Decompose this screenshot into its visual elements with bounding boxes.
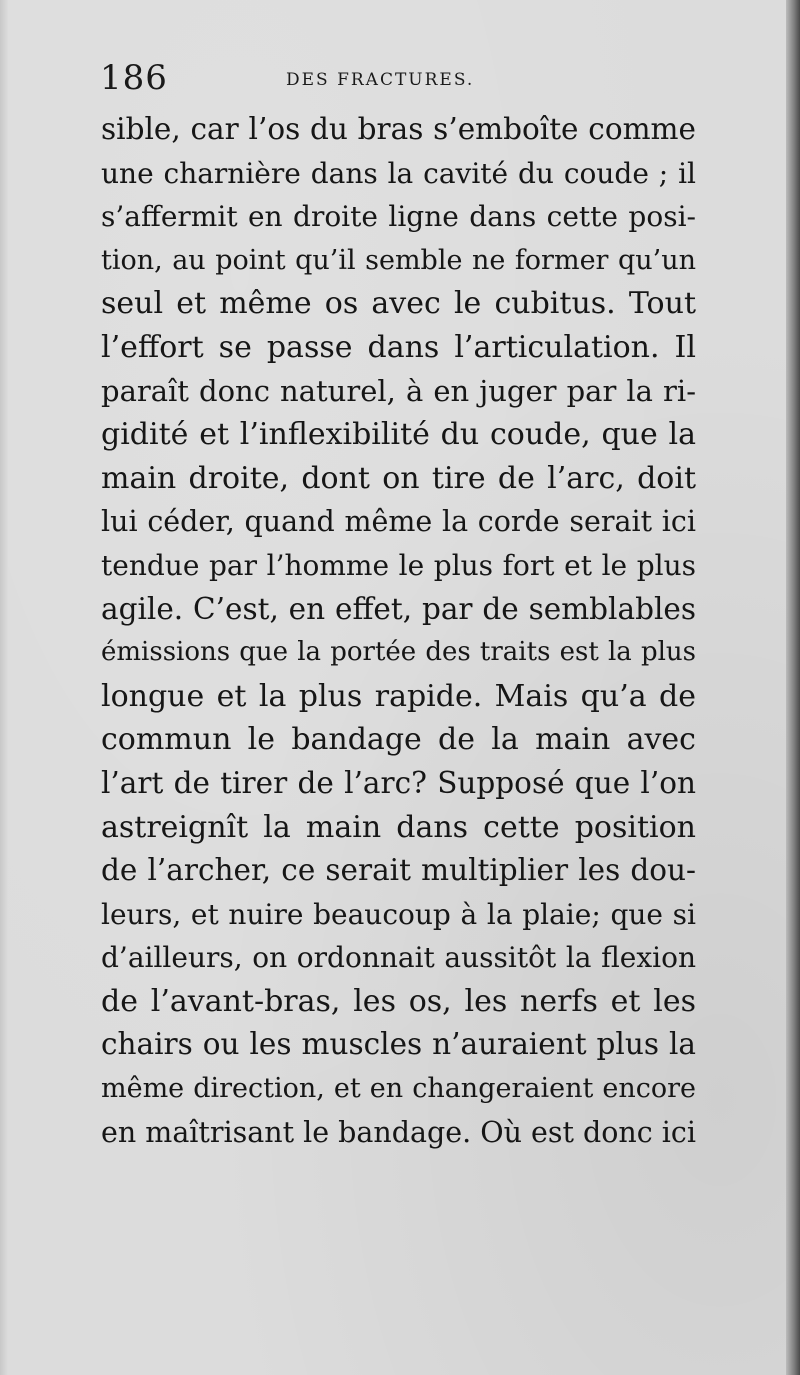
text-line: sible, car l’os du bras s’emboîte comme [101, 112, 696, 146]
text-line: leurs, et nuire beaucoup à la plaie; que si [101, 897, 696, 931]
text-line: paraît donc naturel, à en juger par la ri- [101, 373, 696, 408]
body-text [101, 108, 696, 1154]
text-line: chairs ou les muscles n’auraient plus la [101, 1027, 696, 1062]
text-line: une charnière dans la cavité du coude ; il [101, 156, 696, 190]
text-line: gidité et l’inflexibilité du coude, que la [101, 417, 696, 453]
text-line: longue et la plus rapide. Mais qu’a de [101, 678, 696, 714]
text-line: tion, au point qu’il semble ne former qu’un [101, 244, 696, 276]
text-line: en maîtrisant le bandage. Où est donc ici [101, 1115, 696, 1149]
text-line: de l’archer, ce serait multiplier les dou- [101, 853, 696, 888]
text-line: l’effort se passe dans l’articulation. Il [101, 329, 696, 365]
text-line: même direction, et en changeraient encore [101, 1073, 696, 1105]
page-header [100, 58, 700, 102]
text-line: seul et même os avec le cubitus. Tout [101, 286, 696, 322]
text-line: d’ailleurs, on ordonnait aussitôt la flexion [101, 941, 696, 975]
running-head: DES FRACTURES. [286, 70, 475, 90]
text-line: l’art de tirer de l’arc? Supposé que l’on [101, 765, 696, 800]
text-line: s’affermit en droite ligne dans cette posi- [101, 200, 696, 234]
text-line: tendue par l’homme le plus fort et le plus [101, 548, 696, 582]
text-line: émissions que la portée des traits est la plus [101, 637, 696, 668]
text-line: de l’avant-bras, les os, les nerfs et les [101, 983, 696, 1019]
page-right-edge-shadow [786, 0, 800, 1375]
page-number: 186 [100, 58, 168, 98]
text-line: lui céder, quand même la corde serait ici [101, 505, 696, 539]
text-line: agile. C’est, en effet, par de semblables [101, 591, 696, 626]
text-line: commun le bandage de la main avec [101, 722, 696, 758]
text-line: astreignît la main dans cette position [101, 809, 696, 845]
text-line: main droite, dont on tire de l’arc, doit [101, 460, 696, 496]
page-left-edge [0, 0, 8, 1375]
